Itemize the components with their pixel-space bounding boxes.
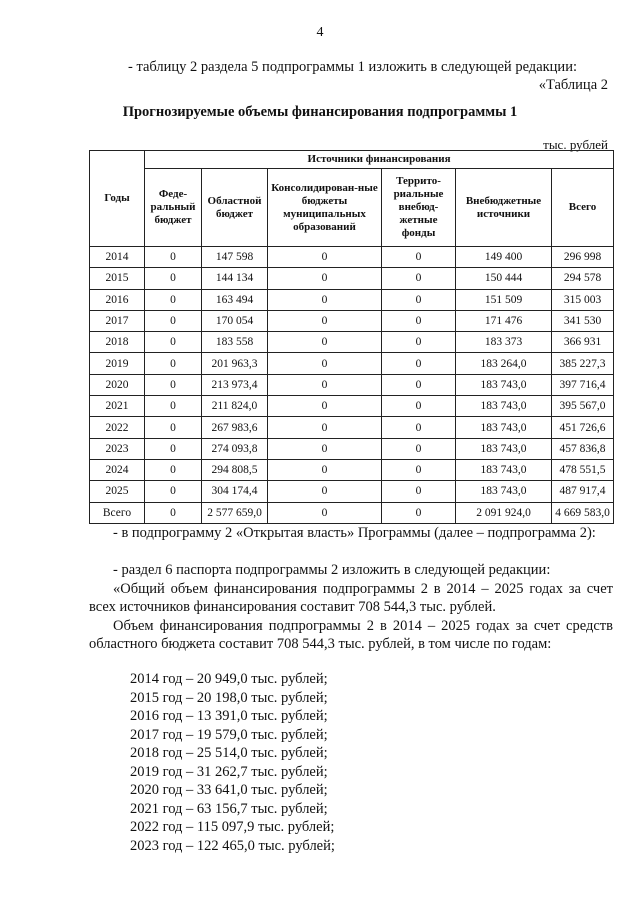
table-cell: 2014 [90,247,145,268]
table-cell: 315 003 [552,289,614,310]
table-cell: 144 134 [202,268,268,289]
table-cell: 0 [268,459,382,480]
table-cell: 0 [268,438,382,459]
column-header-total: Всего [552,169,614,247]
table-row [90,247,614,268]
table-row [90,417,614,438]
table-cell: 183 558 [202,332,268,353]
table-row [90,332,614,353]
table-row [90,396,614,417]
table-cell: 0 [382,396,456,417]
table-cell: 183 743,0 [456,374,552,395]
table-cell: 451 726,6 [552,417,614,438]
table-cell: 0 [145,481,202,502]
table-cell: 0 [382,417,456,438]
table-cell: 0 [268,268,382,289]
table-cell: 0 [268,289,382,310]
column-header-municipal: Консолидирован-ные бюджеты муниципальных образований [268,169,382,247]
table-cell: 4 669 583,0 [552,502,614,523]
table-cell: 0 [268,417,382,438]
table-row [90,353,614,374]
table-cell: 0 [145,438,202,459]
year-funding-line: 2023 год – 122 465,0 тыс. рублей; [130,837,335,854]
table-cell: 0 [268,396,382,417]
paragraph-regional-funding: Объем финансирования подпрограммы 2 в 2014 – 2025 годах за счет средств областного бюджета составит 708 544,3 тыс. рублей, в том числе по годам: [89,618,613,652]
table-row [90,502,614,523]
table-cell: 183 264,0 [456,353,552,374]
table-cell: 0 [382,247,456,268]
table-cell: Всего [90,502,145,523]
table-cell: 397 716,4 [552,374,614,395]
table-row [90,289,614,310]
table-cell: 170 054 [202,310,268,331]
financing-table [89,150,614,524]
table-cell: 0 [382,481,456,502]
table-cell: 0 [145,459,202,480]
table-cell: 151 509 [456,289,552,310]
table-cell: 0 [145,502,202,523]
table-cell: 0 [268,247,382,268]
table-cell: 0 [382,332,456,353]
table-cell: 0 [382,268,456,289]
table-cell: 183 743,0 [456,481,552,502]
column-group-header: Источники финансирования [145,151,614,169]
table-cell: 2024 [90,459,145,480]
table-cell: 267 983,6 [202,417,268,438]
table-cell: 2021 [90,396,145,417]
table-row [90,481,614,502]
year-funding-line: 2014 год – 20 949,0 тыс. рублей; [130,671,328,687]
table-cell: 0 [382,289,456,310]
year-funding-line: 2019 год – 31 262,7 тыс. рублей; [130,763,328,780]
table-cell: 2018 [90,332,145,353]
table-cell: 2025 [90,481,145,502]
table-cell: 171 476 [456,310,552,331]
table-cell: 2016 [90,289,145,310]
table-cell: 0 [382,374,456,395]
year-funding-line: 2016 год – 13 391,0 тыс. рублей; [130,708,328,724]
table-cell: 201 963,3 [202,353,268,374]
table-cell: 0 [382,310,456,331]
table-cell: 0 [268,502,382,523]
table-cell: 149 400 [456,247,552,268]
table-cell: 183 743,0 [456,438,552,459]
table-cell: 0 [268,353,382,374]
table-cell: 183 743,0 [456,459,552,480]
table-cell: 0 [145,396,202,417]
year-funding-line: 2015 год – 20 198,0 тыс. рублей; [130,689,328,706]
table-cell: 341 530 [552,310,614,331]
table-cell: 2022 [90,417,145,438]
table-cell: 2020 [90,374,145,395]
column-header-territorial-funds: Террито-риальные внебюд-жетные фонды [382,169,456,247]
table-cell: 211 824,0 [202,396,268,417]
table-cell: 183 743,0 [456,417,552,438]
table-cell: 395 567,0 [552,396,614,417]
table-cell: 304 174,4 [202,481,268,502]
table-cell: 274 093,8 [202,438,268,459]
year-funding-line: 2020 год – 33 641,0 тыс. рублей; [130,782,328,798]
table-row [90,438,614,459]
table-cell: 0 [145,310,202,331]
table-cell: 183 743,0 [456,396,552,417]
table-cell: 294 808,5 [202,459,268,480]
column-header-years: Годы [90,151,145,247]
page-number: 4 [316,25,324,40]
table-cell: 2 091 924,0 [456,502,552,523]
year-funding-list [130,670,335,855]
year-funding-line: 2018 год – 25 514,0 тыс. рублей; [130,745,328,761]
table-cell: 385 227,3 [552,353,614,374]
table-cell: 0 [145,268,202,289]
table-cell: 163 494 [202,289,268,310]
table-cell: 0 [268,332,382,353]
table-cell: 0 [382,502,456,523]
table-row [90,268,614,289]
table-cell: 0 [145,417,202,438]
table-label: «Таблица 2 [538,77,608,93]
table-cell: 0 [382,438,456,459]
paragraph-subprogram-2: - в подпрограмму 2 «Открытая власть» Программы (далее – подпрограмма 2): [113,525,596,541]
table-cell: 0 [145,374,202,395]
table-cell: 2019 [90,353,145,374]
table-cell: 487 917,4 [552,481,614,502]
paragraph-total-funding: «Общий объем финансирования подпрограммы 2 в 2014 – 2025 годах за счет всех источников финансирования составит 708 544,3 тыс. рублей. [89,581,613,615]
table-row [90,459,614,480]
table-cell: 296 998 [552,247,614,268]
table-cell: 478 551,5 [552,459,614,480]
table-cell: 2023 [90,438,145,459]
table-cell: 183 373 [456,332,552,353]
table-cell: 0 [268,310,382,331]
table-cell: 0 [382,353,456,374]
table-cell: 0 [268,374,382,395]
units-label: тыс. рублей [543,137,608,152]
table-cell: 0 [145,353,202,374]
year-funding-line: 2017 год – 19 579,0 тыс. рублей; [130,726,328,743]
table-cell: 0 [268,481,382,502]
table-cell: 0 [145,247,202,268]
table-cell: 150 444 [456,268,552,289]
table-row [90,374,614,395]
column-header-extrabudgetary: Внебюджетные источники [456,169,552,247]
table-cell: 2015 [90,268,145,289]
table-cell: 0 [145,289,202,310]
table-cell: 0 [382,459,456,480]
table-cell: 0 [145,332,202,353]
table-cell: 213 973,4 [202,374,268,395]
year-funding-line: 2022 год – 115 097,9 тыс. рублей; [130,819,335,835]
table-cell: 147 598 [202,247,268,268]
table-cell: 294 578 [552,268,614,289]
paragraph-section-6: - раздел 6 паспорта подпрограммы 2 изложить в следующей редакции: [113,562,551,578]
year-funding-line: 2021 год – 63 156,7 тыс. рублей; [130,800,328,817]
table-cell: 366 931 [552,332,614,353]
table-cell: 457 836,8 [552,438,614,459]
column-header-federal: Феде-ральный бюджет [145,169,202,247]
table-cell: 2017 [90,310,145,331]
intro-line: - таблицу 2 раздела 5 подпрограммы 1 изложить в следующей редакции: [128,59,577,75]
column-header-regional: Областной бюджет [202,169,268,247]
table-row [90,310,614,331]
table-cell: 2 577 659,0 [202,502,268,523]
page-title: Прогнозируемые объемы финансирования подпрограммы 1 [122,104,518,120]
